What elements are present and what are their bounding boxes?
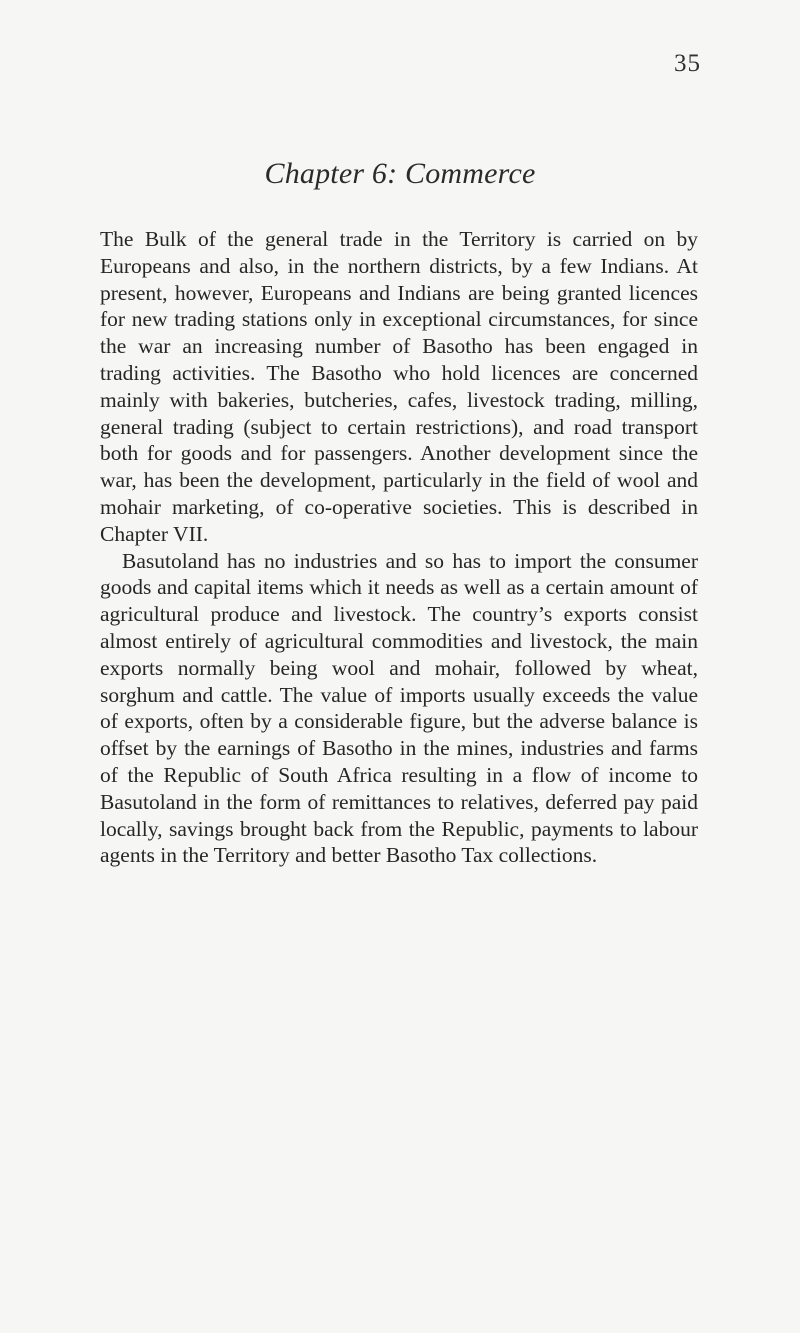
paragraph: Basutoland has no industries and so has to import the consumer goods and capital items which it needs as well as a certain amount of agricultural produce and livestock. The country’s exports consist almost entirely of agricultural commodities and livestock, the main exports normally being wool and mohair, followed by wheat, sorghum and cattle. The value of imports usually exceeds the value of exports, often by a considerable figure, but the adverse balance is offset by the earnings of Basotho in the mines, industries and farms of the Republic of South Africa resulting in a flow of income to Basutoland in the form of remittances to relatives, deferred pay paid locally, savings brought back from the Republic, payments to labour agents in the Territory and better Basotho Tax collections. [100,548,698,868]
body-text [100,226,698,869]
paragraph: The Bulk of the general trade in the Territory is carried on by Europeans and also, in the northern districts, by a few Indians. At present, however, Europeans and Indians are being granted licences for new trading stations only in exceptional circumstances, for since the war an increasing number of Basotho has been engaged in trading activities. The Basotho who hold licences are concerned mainly with bakeries, butcheries, cafes, livestock trading, milling, general trading (subject to certain restrictions), and road transport both for goods and for passengers. Another development since the war, has been the development, particularly in the field of wool and mohair marketing, of co-operative societies. This is described in Chapter VII. [100,227,698,546]
chapter-title: Chapter 6: Commerce [264,157,536,190]
page-number: 35 [674,50,701,77]
